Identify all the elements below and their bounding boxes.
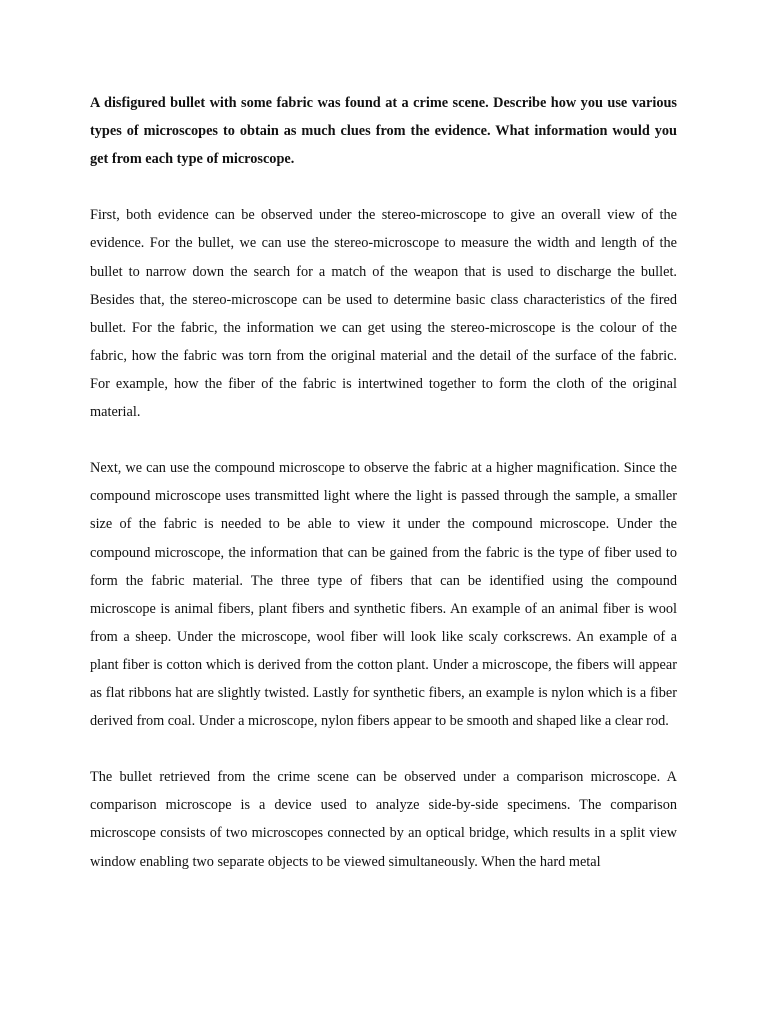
paragraph-stereo-microscope: First, both evidence can be observed under the stereo-microscope to give an overall view of the evidence. For the bullet, we can use the stereo-microscope to measure the width and length of the bullet to narrow down the search for a match of the weapon that is used to discharge the bullet. Besides that, the stereo-microscope can be used to determine basic class characteristics of the fired bullet. For the fabric, the information we can get using the stereo-microscope is the colour of the fabric, how the fabric was torn from the original material and the detail of the surface of the fabric. For example, how the fiber of the fabric is intertwined together to form the cloth of the original material.: [90, 207, 677, 421]
question-text: A disfigured bullet with some fabric was found at a crime scene. Describe how you use various types of microscopes to obtain as much clues from the evidence. What information would you get from each type of microscope.: [90, 95, 677, 168]
document-page: [90, 89, 677, 904]
paragraph-comparison-microscope: The bullet retrieved from the crime scene can be observed under a comparison microscope. A comparison microscope is a device used to analyze side-by-side specimens. The comparison microscope consists of two microscopes connected by an optical bridge, which results in a split view window enabling two separate objects to be viewed simultaneously. When the hard metal: [90, 769, 677, 870]
paragraph-compound-microscope: Next, we can use the compound microscope to observe the fabric at a higher magnification. Since the compound microscope uses transmitted light where the light is passed through the sample, a smaller size of the fabric is needed to be able to view it under the compound microscope. Under the compound microscope, the information that can be gained from the fabric is the type of fiber used to form the fabric material. The three type of fibers that can be identified using the compound microscope is animal fibers, plant fibers and synthetic fibers. An example of an animal fiber is wool from a sheep. Under the microscope, wool fiber will look like scaly corkscrews. An example of a plant fiber is cotton which is derived from the cotton plant. Under a microscope, the fibers will appear as flat ribbons hat are slightly twisted. Lastly for synthetic fibers, an example is nylon which is a fiber derived from coal. Under a microscope, nylon fibers appear to be smooth and shaped like a clear rod.: [90, 460, 677, 730]
